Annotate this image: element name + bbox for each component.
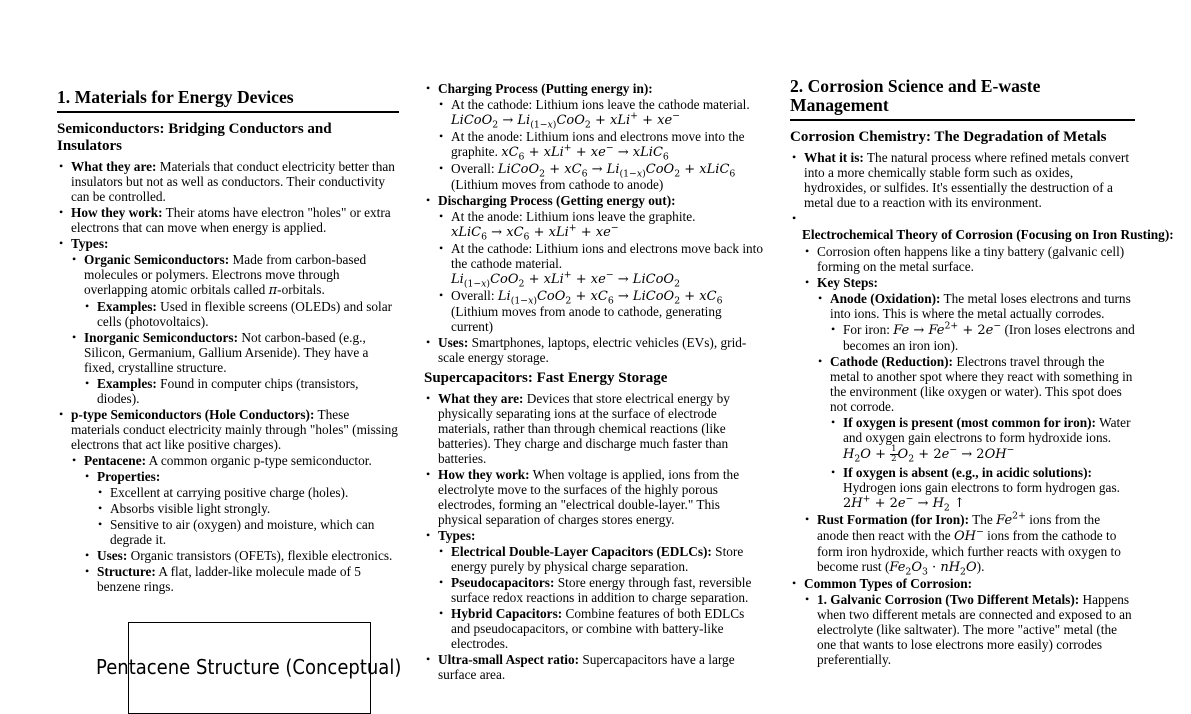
list-item: [439, 209, 765, 243]
text-run: Supercapacitors have a large surface area.: [438, 652, 735, 682]
bullet-icon: •: [805, 511, 810, 526]
math-formula: $Fe^{2+}$: [996, 510, 1026, 528]
bullet-icon: •: [85, 299, 90, 313]
text-run: (Iron loses electrons and becomes an iron ion).: [843, 322, 1135, 353]
list-item: [72, 453, 399, 468]
bullet-icon: •: [439, 288, 444, 302]
text-run: At the anode: Lithium ions leave the graphite.: [451, 209, 696, 224]
text-run: The metal loses electrons and turns into ions. This is where the metal actually corrodes.: [830, 291, 1131, 321]
bold-text-run: Uses:: [438, 335, 469, 350]
list-item: [426, 528, 765, 543]
text-run: Absorbs visible light strongly.: [110, 501, 271, 516]
bold-text-run: Types:: [71, 236, 109, 251]
text-run: 2. Corrosion Science and E-waste Management: [790, 76, 1041, 115]
bold-text-run: Types:: [438, 528, 476, 543]
list-item: [426, 652, 765, 682]
bullet-icon: •: [818, 354, 823, 368]
math-formula: π: [268, 283, 278, 298]
bullet-icon: •: [792, 211, 797, 225]
bold-text-run: Cathode (Reduction):: [830, 354, 953, 369]
column-1: [57, 87, 402, 679]
bullet-icon: •: [792, 575, 797, 590]
math-formula: $xC_6 + xLi^+ + xe^-$ → xLiC$_6$: [501, 142, 669, 163]
bold-text-run: Structure:: [97, 564, 156, 579]
text-run: Corrosion Chemistry: The Degradation of Metals: [790, 129, 1107, 145]
bold-text-run: Properties:: [97, 469, 161, 484]
text-run: Supercapacitors: Fast Energy Storage: [424, 370, 668, 386]
text-run: Store energy purely by physical charge separation.: [451, 544, 744, 574]
text-run: When voltage is applied, ions from the electrolyte move to the surfaces of the highly porous electrodes, forming an "electrical double-layer." This physical separation of charges stores energy.: [438, 467, 740, 527]
bullet-icon: •: [426, 193, 431, 207]
bold-text-run: Hybrid Capacitors:: [451, 606, 563, 621]
list-item: [85, 299, 399, 329]
fraction-one-half: $\frac{1}{2}$: [891, 444, 897, 464]
list-item: [59, 407, 399, 452]
bold-text-run: Inorganic Semiconductors:: [84, 330, 239, 345]
text-run: Organic transistors (OFETs), flexible electronics.: [127, 548, 393, 563]
text-run: Hydrogen ions gain electrons to form hydrogen gas.: [843, 479, 1120, 495]
math-formula: $2H^+ + 2e^- \to H_2$ ↑: [843, 493, 965, 514]
text-run: Overall:: [451, 288, 498, 303]
text-run: Electrons travel through the metal to another spot where they react with something in the environment (like oxygen or water). This spot does not corrode.: [830, 354, 1133, 414]
text-run: Semiconductors: Bridging Conductors and Insulators: [57, 121, 332, 154]
bullet-icon: •: [98, 501, 103, 515]
bullet-icon: •: [85, 376, 90, 390]
math-formula: $H_2O$ + $\frac{1}{2}$ $O_2 + 2e^- \to 2OH^-$: [843, 444, 1015, 465]
bullet-icon: •: [439, 544, 444, 558]
math-formula: xLiC$_6$ → $xC_6 + xLi^+ + xe^-$: [451, 222, 619, 243]
list-item: [792, 211, 1135, 226]
bullet-icon: •: [439, 241, 444, 255]
list-item: [439, 161, 765, 192]
list-item: [831, 464, 1135, 514]
list-item: [85, 376, 399, 406]
bullet-icon: •: [439, 575, 444, 589]
bullet-icon: •: [831, 322, 836, 336]
bold-text-run: Pseudocapacitors:: [451, 575, 555, 590]
math-formula: OH−: [953, 526, 984, 544]
subsection-heading: [57, 121, 399, 155]
bullet-icon: •: [59, 205, 64, 219]
list-item: [439, 288, 765, 334]
text-run: ions from the cathode to form iron hydroxide, which further reacts with oxygen to become rust (: [817, 527, 1121, 574]
list-item: [831, 322, 1135, 353]
bold-text-run: How they work:: [71, 205, 163, 220]
bold-text-run: If oxygen is absent (e.g., in acidic solutions):: [843, 464, 1092, 480]
list-item: [792, 576, 1135, 591]
list-item: [818, 354, 1135, 414]
bullet-icon: •: [59, 407, 64, 421]
bullet-icon: •: [426, 391, 431, 405]
bold-text-run: Uses:: [97, 548, 128, 563]
text-run: Happens when two different metals are connected and exposed to an electrolyte (like saltwater). The more "active" metal (the one that wants to lose electrons more easily) corrodes preferentially.: [817, 591, 1132, 667]
list-item: [426, 193, 765, 208]
bold-text-run: How they work:: [438, 467, 530, 482]
text-run: Store energy through fast, reversible surface redox reactions in addition to charge separation.: [451, 575, 752, 605]
math-formula: LiCoO$_2$ → $Li_{(1-x)}CoO_2 + xLi^+ + xe^-$: [451, 110, 680, 131]
list-item: [72, 252, 399, 298]
text-run: Used in flexible screens (OLEDs) and solar cells (photovoltaics).: [97, 299, 393, 329]
math-formula: $Fe_2O_3 \cdot nH_2O$: [889, 559, 977, 578]
list-item: [439, 544, 765, 574]
bold-text-run: Examples:: [97, 299, 157, 314]
list-item: [805, 275, 1135, 290]
list-item: [439, 129, 765, 163]
text-run: For iron:: [843, 322, 894, 337]
bullet-icon: •: [439, 209, 444, 223]
text-run: At the anode: Lithium ions and electrons move into the graphite.: [451, 129, 745, 159]
text-run: Not carbon-based (e.g., Silicon, Germanium, Gallium Arsenide). They have a fixed, crystalline structure.: [84, 330, 369, 375]
list-item: [818, 291, 1135, 321]
bold-text-run: Key Steps:: [817, 275, 878, 290]
bullet-icon: •: [439, 606, 444, 620]
bold-text-run: Charging Process (Putting energy in):: [438, 81, 653, 96]
list-item: [439, 97, 765, 131]
list-item: [439, 241, 765, 290]
text-run: -orbitals.: [277, 282, 325, 297]
column-3: [790, 76, 1174, 667]
text-run: These materials conduct electricity mainly through "holes" (missing electrons that act like positive charges).: [71, 407, 398, 452]
bullet-icon: •: [439, 161, 444, 175]
bullet-icon: •: [818, 291, 823, 305]
bold-text-run: What they are:: [71, 159, 157, 174]
bullet-icon: •: [426, 467, 431, 481]
bullet-icon: •: [59, 159, 64, 173]
list-item: [426, 467, 765, 527]
bullet-icon: •: [426, 528, 431, 542]
bullet-icon: •: [426, 652, 431, 666]
text-run: Water and oxygen gain electrons to form hydroxide ions.: [843, 415, 1131, 445]
bold-text-run: Rust Formation (for Iron):: [817, 511, 970, 527]
list-item: [72, 330, 399, 375]
list-item: [98, 501, 399, 516]
list-item: [98, 485, 399, 500]
list-item: [59, 236, 399, 251]
text-run: Excellent at carrying positive charge (holes).: [110, 485, 349, 500]
bold-text-run: What it is:: [804, 150, 864, 165]
figure-caption: Pentacene Structure (Conceptual): [96, 655, 402, 679]
section-heading: [57, 88, 399, 113]
bullet-icon: •: [831, 464, 836, 479]
list-item: [59, 159, 399, 204]
list-item: [426, 335, 765, 365]
subsection-heading: [790, 129, 1135, 146]
bullet-icon: •: [72, 252, 77, 266]
math-formula: $Li_{(1-x)}CoO_2 + xC_6$ → LiCoO$_2$ + $xC_6$: [497, 289, 723, 307]
bold-text-run: If oxygen is present (most common for iron):: [843, 415, 1096, 430]
bullet-icon: •: [426, 81, 431, 95]
list-item: [85, 469, 399, 484]
text-run: A common organic p-type semiconductor.: [146, 453, 372, 468]
text-run: (Lithium moves from cathode to anode): [451, 177, 664, 192]
bullet-icon: •: [85, 469, 90, 483]
bullet-icon: •: [72, 330, 77, 344]
text-run: At the cathode: Lithium ions and electrons move back into the cathode material.: [451, 241, 764, 271]
text-run: The: [969, 511, 997, 527]
text-run: 1. Materials for Energy Devices: [57, 87, 294, 107]
bullet-icon: •: [72, 453, 77, 467]
bold-text-run: What they are:: [438, 391, 524, 406]
bullet-icon: •: [439, 129, 444, 143]
list-item: [439, 575, 765, 605]
bullet-icon: •: [59, 236, 64, 250]
bullet-icon: •: [439, 97, 444, 111]
text-run: Devices that store electrical energy by physically separating ions at the surface of electrode materials, rather than through chemical reactions (like batteries). They charge and discharge much faster than batteries.: [438, 391, 730, 466]
bold-text-run: Discharging Process (Getting energy out):: [438, 193, 676, 208]
text-run: ).: [976, 558, 985, 574]
column-2: [424, 80, 765, 682]
math-formula: $Li_{(1-x)}CoO_2 + xLi^+ + xe^-$ → LiCoO$_2$: [451, 269, 680, 290]
text-run: ions from the anode then react with the: [817, 511, 1101, 543]
list-item: [85, 564, 399, 594]
bold-text-run: Electrical Double-Layer Capacitors (EDLCs):: [451, 544, 712, 559]
bold-text-run: 1. Galvanic Corrosion (Two Different Metals):: [817, 591, 1080, 607]
bullet-icon: •: [426, 335, 431, 349]
list-item: [85, 548, 399, 563]
bold-text-run: Common Types of Corrosion:: [804, 575, 973, 591]
list-item: [439, 606, 765, 651]
bold-text-run: Organic Semiconductors:: [84, 252, 230, 267]
math-formula: $Fe \to Fe^{2+} + 2e^-$: [893, 320, 1002, 338]
bullet-icon: •: [85, 564, 90, 578]
bullet-icon: •: [805, 591, 810, 606]
bullet-icon: •: [98, 517, 103, 531]
text-run: Overall:: [451, 161, 498, 176]
text-run: Sensitive to air (oxygen) and moisture, which can degrade it.: [110, 517, 375, 547]
list-item: [792, 150, 1135, 210]
text-run: Made from carbon-based molecules or polymers. Electrons move through overlapping atomic orbitals called: [84, 252, 367, 297]
math-formula: LiCoO$_2$ + $xC_6 \to Li_{(1-x)}CoO_2$ + xLiC$_6$: [497, 162, 736, 180]
bullet-icon: •: [805, 275, 810, 289]
bullet-icon: •: [831, 415, 836, 429]
text-run: Smartphones, laptops, electric vehicles (EVs), grid-scale energy storage.: [438, 335, 747, 365]
text-run: Combine features of both EDLCs and pseudocapacitors, or combine with battery-like electrodes.: [451, 606, 745, 651]
text-run: Materials that conduct electricity better than insulators but not as well as conductors. Their conductivity can be controlled.: [71, 159, 395, 204]
bullet-icon: •: [805, 244, 810, 258]
text-run: Corrosion often happens like a tiny battery (galvanic cell) forming on the metal surface.: [817, 244, 1125, 274]
overflowing-heading-line: [790, 227, 1174, 242]
bullet-icon: •: [85, 548, 90, 562]
list-item: [59, 205, 399, 235]
text-run: Found in computer chips (transistors, diodes).: [97, 376, 359, 406]
list-item: [805, 592, 1135, 667]
list-item: [98, 517, 399, 547]
text-run: The natural process where refined metals convert into a more chemically stable form such as oxides, hydroxides, or sulfides. It's essentially the destruction of a metal due to a reaction with its environment.: [804, 150, 1130, 210]
bullet-icon: •: [98, 485, 103, 499]
text-run: At the cathode: Lithium ions leave the cathode material.: [451, 97, 750, 112]
bold-text-run: Electrochemical Theory of Corrosion (Focusing on Iron Rusting):: [802, 227, 1174, 242]
bullet-icon: •: [792, 150, 797, 164]
bold-text-run: Pentacene:: [84, 453, 147, 468]
bold-text-run: p-type Semiconductors (Hole Conductors):: [71, 407, 315, 422]
list-item: [805, 510, 1135, 578]
text-run: (Lithium moves from anode to cathode, generating current): [451, 304, 722, 334]
bold-text-run: Anode (Oxidation):: [830, 291, 941, 306]
figure: [57, 622, 402, 682]
list-item: [831, 415, 1135, 464]
subsection-heading: [424, 370, 765, 387]
text-run: A flat, ladder-like molecule made of 5 benzene rings.: [97, 564, 361, 594]
list-item: [426, 391, 765, 466]
list-item: [426, 81, 765, 96]
list-item: [805, 244, 1135, 274]
bold-text-run: Examples:: [97, 376, 157, 391]
text-run: Their atoms have electron "holes" or extra electrons that can move when energy is applied.: [71, 205, 391, 235]
bold-text-run: Ultra-small Aspect ratio:: [438, 652, 580, 667]
section-heading: [790, 77, 1135, 121]
